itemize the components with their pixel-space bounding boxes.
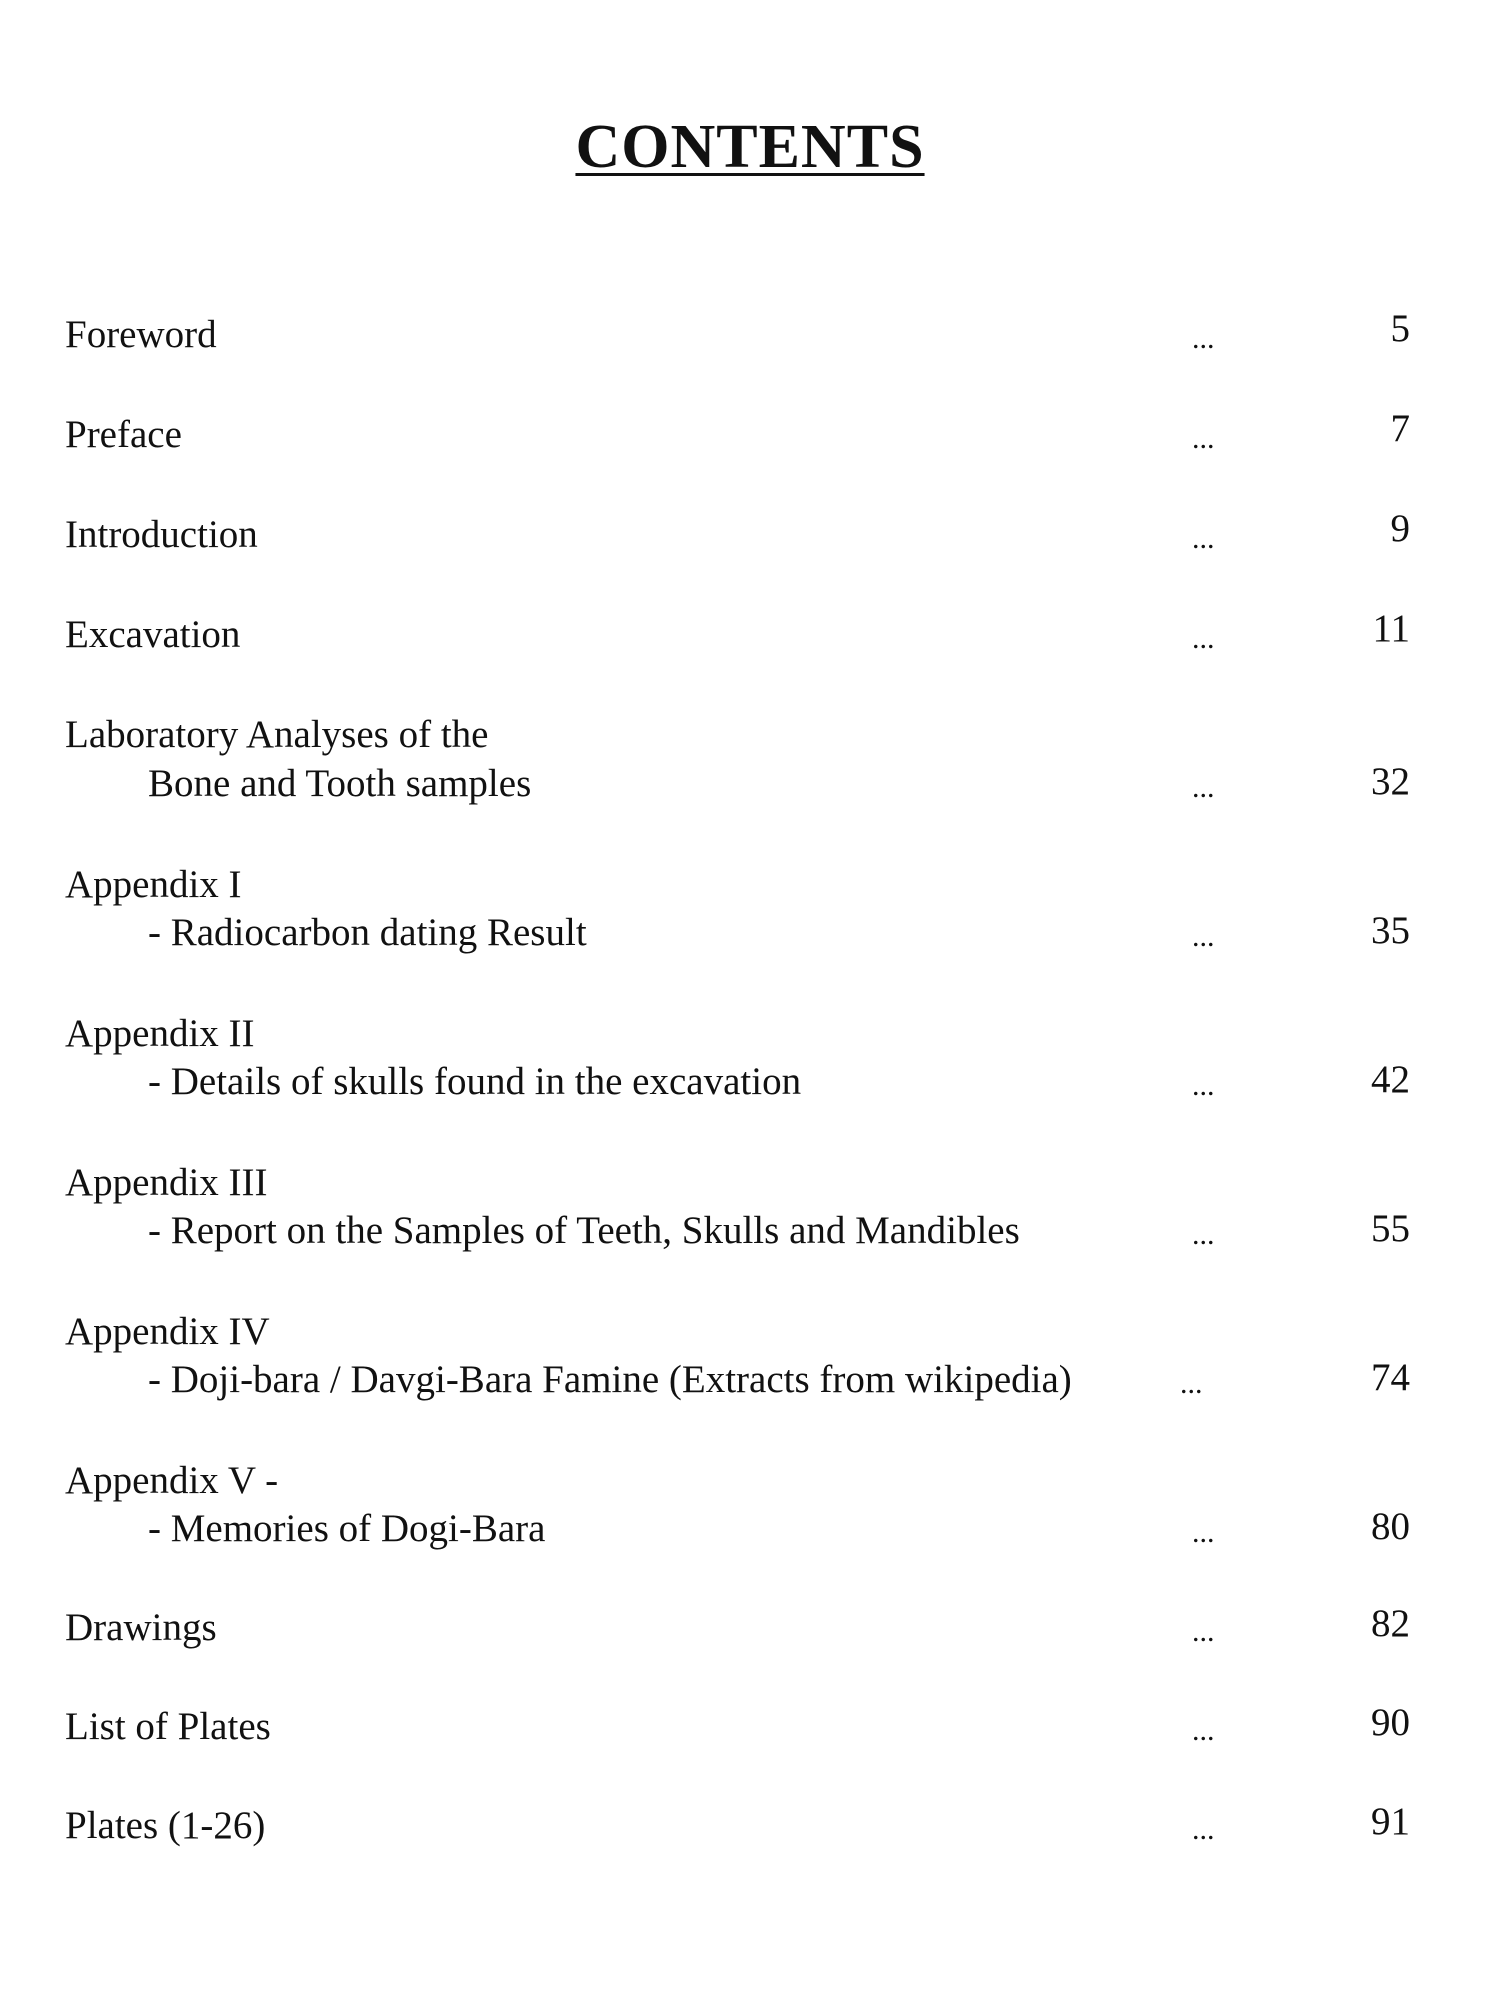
toc-page-number: 42 bbox=[1371, 1058, 1410, 1101]
toc-leader-dots: ... bbox=[1192, 622, 1215, 655]
toc-page-number: 90 bbox=[1371, 1701, 1410, 1744]
toc-page-number: 82 bbox=[1371, 1602, 1410, 1645]
toc-leader-dots: ... bbox=[1192, 1615, 1215, 1648]
toc-page-number: 11 bbox=[1372, 607, 1410, 650]
toc-leader-dots: ... bbox=[1192, 771, 1215, 804]
toc-entry-label: Appendix III bbox=[65, 1161, 268, 1204]
toc-page-number: 9 bbox=[1390, 507, 1410, 550]
toc-leader-dots: ... bbox=[1192, 920, 1215, 953]
toc-entry-label: Appendix II bbox=[65, 1012, 255, 1055]
toc-entry-sublabel: - Radiocarbon dating Result bbox=[148, 911, 587, 954]
toc-entry-label: Appendix V - bbox=[65, 1459, 279, 1502]
toc-entry-sublabel: - Memories of Dogi-Bara bbox=[148, 1507, 546, 1550]
toc-leader-dots: ... bbox=[1192, 522, 1215, 555]
toc-entry-label: Preface bbox=[65, 413, 182, 456]
toc-page-number: 32 bbox=[1371, 760, 1410, 803]
toc-entry-sublabel: - Report on the Samples of Teeth, Skulls and Mandibles bbox=[148, 1209, 1020, 1252]
toc-entry-label: Plates (1-26) bbox=[65, 1804, 266, 1847]
toc-page-number: 55 bbox=[1371, 1207, 1410, 1250]
toc-leader-dots: ... bbox=[1192, 1516, 1215, 1549]
toc-page-number: 80 bbox=[1371, 1505, 1410, 1548]
toc-leader-dots: ... bbox=[1192, 1813, 1215, 1846]
page-title-text: CONTENTS bbox=[575, 113, 925, 181]
toc-entry-label: Drawings bbox=[65, 1606, 217, 1649]
toc-entry-label: Laboratory Analyses of the bbox=[65, 713, 489, 756]
toc-entry-label: Appendix IV bbox=[65, 1310, 270, 1353]
toc-leader-dots: ... bbox=[1192, 1218, 1215, 1251]
toc-page-number: 5 bbox=[1390, 307, 1410, 350]
toc-entry-label: Foreword bbox=[65, 313, 217, 356]
toc-leader-dots: ... bbox=[1192, 1714, 1215, 1747]
toc-leader-dots: ... bbox=[1180, 1367, 1203, 1400]
toc-leader-dots: ... bbox=[1192, 322, 1215, 355]
toc-page-number: 35 bbox=[1371, 909, 1410, 952]
toc-page-number: 91 bbox=[1371, 1800, 1410, 1843]
toc-entry-label: List of Plates bbox=[65, 1705, 271, 1748]
toc-page-number: 74 bbox=[1371, 1356, 1410, 1399]
page-title bbox=[0, 112, 1500, 183]
toc-entry-label: Appendix I bbox=[65, 863, 242, 906]
toc-entry-label: Introduction bbox=[65, 513, 258, 556]
toc-page-number: 7 bbox=[1390, 407, 1410, 450]
toc-entry-sublabel: - Doji-bara / Davgi-Bara Famine (Extracts from wikipedia) bbox=[148, 1358, 1072, 1401]
toc-entry-label: Excavation bbox=[65, 613, 241, 656]
toc-leader-dots: ... bbox=[1192, 422, 1215, 455]
toc-leader-dots: ... bbox=[1192, 1069, 1215, 1102]
toc-entry-sublabel: - Details of skulls found in the excavation bbox=[148, 1060, 802, 1103]
toc-entry-sublabel: Bone and Tooth samples bbox=[148, 762, 532, 805]
